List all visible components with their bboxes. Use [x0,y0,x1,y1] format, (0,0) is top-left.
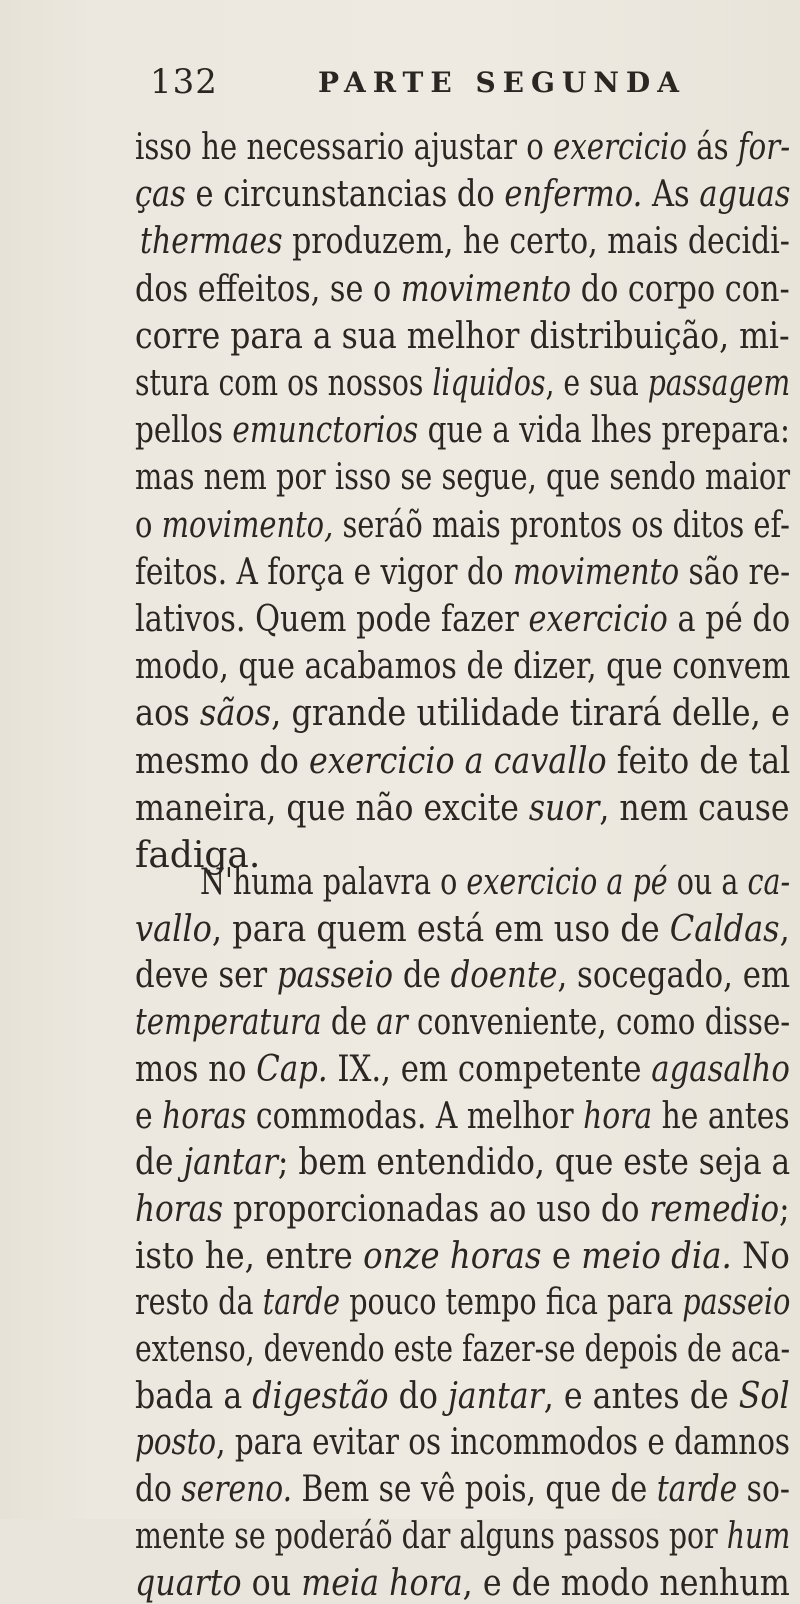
italic-text: movimento [512,551,680,593]
text-segment: mos no [135,1048,257,1090]
italic-text: jantar [183,1142,278,1184]
text-line [135,1002,791,1044]
italic-text: passagem [647,363,791,404]
text-segment: he antes [652,1095,790,1137]
text-segment: N'huma palavra o [200,862,467,903]
italic-text: agasalho [651,1048,790,1090]
text-segment: , grande utilidade tirará delle, e [271,693,790,735]
text-segment: , e de modo nenhum [462,1562,790,1604]
text-segment: , socegado, em [557,955,791,997]
italic-text: meia hora [301,1562,463,1604]
text-line [135,908,790,950]
text-segment: do [135,1469,182,1511]
text-segment: ; [779,1188,790,1230]
italic-text: exercicio [553,127,687,168]
text-line [135,787,790,829]
text-line [135,1095,790,1137]
italic-text: doente [450,955,558,997]
italic-text: emunctorios [232,410,419,452]
text-segment: , e antes de [543,1375,739,1417]
italic-text: jantar [447,1375,544,1417]
text-line [200,862,791,903]
text-line [135,1422,791,1464]
text-segment: são re- [679,551,791,593]
italic-text: hora [583,1095,653,1137]
text-line [140,221,790,263]
italic-text: horas [135,1188,224,1230]
text-segment: que a vida lhes prepara: [418,410,790,452]
text-segment: ; bem entendido, que este seja a [277,1142,791,1184]
italic-text: Sol [738,1375,790,1417]
text-line [135,599,791,640]
text-segment: dos effeitos, se o [135,268,401,310]
italic-text: remedio [649,1188,780,1230]
text-line [135,1329,791,1370]
text-segment: bada a [135,1375,253,1417]
text-segment: mas nem por isso se segue, que sendo maior [135,457,791,499]
text-segment: o [135,504,162,546]
page-number: 132 [150,62,218,102]
text-segment: conveniente, como disse- [407,1002,791,1044]
text-line [135,268,790,310]
text-line [135,315,790,357]
italic-text: meio dia. [581,1235,732,1277]
text-line [135,1375,790,1417]
text-segment: a pé do [667,599,791,640]
text-line [135,955,791,997]
text-segment: lativos. Quem pode fazer [135,599,529,640]
text-segment: , [779,908,790,950]
text-line [135,1048,790,1090]
text-segment: so- [737,1469,790,1511]
text-line [135,1562,790,1604]
italic-text: posto [135,1422,217,1464]
italic-text: vallo [135,908,212,950]
text-segment: e [135,1095,163,1137]
text-segment: stura com os nossos [135,363,433,404]
text-segment: , nem cause [599,787,790,829]
text-segment: e [541,1235,582,1277]
text-segment: do corpo con- [571,268,790,310]
text-line [135,646,791,688]
italic-text: exercicio [528,599,668,640]
italic-text: sãos [199,693,272,735]
text-segment: As [642,174,700,216]
italic-text: quarto [135,1562,242,1604]
italic-text: aguas [699,174,791,216]
text-line [135,1469,790,1511]
text-segment: , para evitar os incommodos e damnos [216,1422,791,1464]
text-line [135,1235,790,1277]
text-segment: , e sua [545,363,648,404]
text-segment: seráõ mais prontos os ditos ef- [333,504,790,546]
text-segment: IX., em competente [327,1048,652,1090]
text-line [135,1515,791,1557]
text-segment: e circunstancias do [185,174,505,216]
text-line [135,1282,791,1324]
italic-text: exercicio a cavallo [308,740,607,782]
page-header [150,62,750,102]
text-line [135,1188,790,1230]
italic-text: sereno. [181,1469,293,1511]
text-segment: mesmo do [135,740,309,782]
italic-text: ar [376,1002,408,1044]
text-segment: Bem se vê pois, que de [292,1469,657,1511]
text-line [135,363,791,404]
text-segment: de [321,1002,377,1044]
italic-text: ças [135,174,186,216]
text-segment: resto da [135,1282,263,1324]
italic-text: onze horas [363,1235,542,1277]
italic-text: exercicio a pé [466,862,668,903]
text-segment: No [731,1235,790,1277]
text-segment: modo, que acabamos de dizer, que convem [135,646,791,688]
italic-text: hum [726,1515,791,1557]
italic-text: liquidos [432,363,546,404]
italic-text: temperatura [135,1002,322,1044]
text-segment: pellos [135,410,233,452]
italic-text: tarde [262,1282,341,1324]
italic-text: passeio [276,955,394,997]
text-segment: isto he, entre [135,1235,364,1277]
text-segment: proporcionadas ao uso do [223,1188,650,1230]
italic-text: ca- [747,862,791,903]
text-segment: pouco tempo fica para [340,1282,683,1324]
italic-text: Cap. [256,1048,328,1090]
text-line [135,504,790,546]
text-line [135,551,791,593]
text-segment: corre para a sua melhor distribuição, mi- [135,315,790,357]
text-segment: ou a [667,862,748,903]
text-segment: do [388,1375,448,1417]
italic-text: for- [737,127,791,168]
text-segment: aos [135,693,200,735]
italic-text: enfermo. [504,174,643,216]
text-segment: maneira, que não excite [135,787,529,829]
text-segment: mente se poderáõ dar alguns passos por [135,1515,727,1557]
text-segment: commodas. A melhor [246,1095,584,1137]
text-line [135,174,791,216]
text-line [135,410,790,452]
text-segment: produzem, he certo, mais decidi- [282,221,790,263]
italic-text: tarde [656,1469,738,1511]
text-line [135,1142,791,1184]
italic-text: suor [528,787,600,829]
italic-text: digestão [252,1375,389,1417]
text-line [135,457,791,499]
text-line [135,127,791,168]
text-segment: feito de tal [606,740,791,782]
text-segment: de [135,1142,184,1184]
italic-text: Caldas [669,908,780,950]
text-segment: , para quem está em uso de [211,908,670,950]
text-segment: ou [241,1562,302,1604]
text-segment: ás [686,127,738,168]
text-line [135,740,791,782]
text-segment: deve ser [135,955,277,997]
italic-text: movimento [400,268,572,310]
italic-text: movimento, [161,504,334,546]
italic-text: passeio [682,1282,791,1324]
text-segment: feitos. A força e vigor do [135,551,513,593]
text-segment: fadiga. [135,835,261,876]
text-line [135,693,790,735]
italic-text: horas [162,1095,247,1137]
text-segment: de [393,955,451,997]
running-head: PARTE SEGUNDA [318,66,686,99]
text-segment: extenso, devendo este fazer-se depois de aca- [135,1329,791,1370]
text-segment: isso he necessario ajustar o [135,127,554,168]
italic-text: thermaes [140,221,283,263]
